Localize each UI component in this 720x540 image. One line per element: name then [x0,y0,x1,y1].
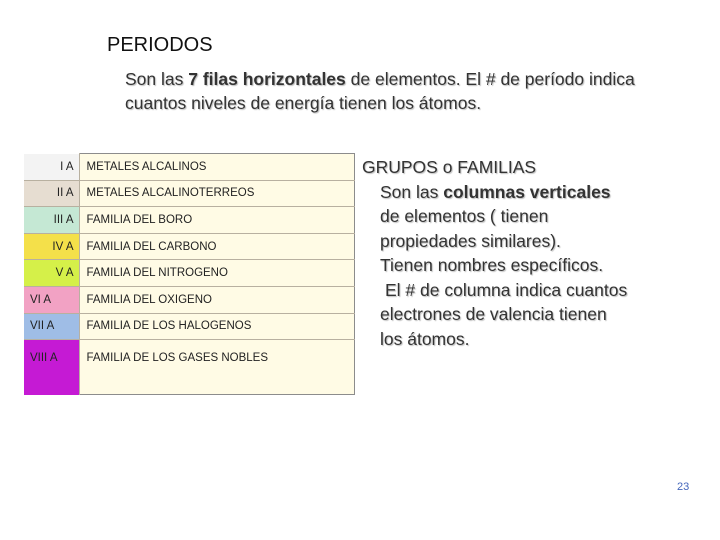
groups-line-1-bold: columnas verticales [443,181,611,202]
groups-line-6: electrones de valencia tienen [380,304,607,324]
group-name-cell: METALES ALCALINOTERREOS [79,180,354,207]
group-name-cell: FAMILIA DE LOS HALOGENOS [79,313,354,340]
group-number-cell: VII A [24,313,79,340]
table-row [24,260,354,287]
group-number-cell: I A [24,154,79,181]
groups-line-3: propiedades similares). [380,230,561,251]
groups-description [362,155,712,351]
groups-line-1 [362,180,712,205]
table-row [24,207,354,234]
group-name-cell: FAMILIA DE LOS GASES NOBLES [79,340,354,395]
table-row [24,233,354,260]
groups-line-5: El # de columna indica cuantos [385,279,628,300]
periods-description [125,67,705,115]
group-number-cell: V A [24,260,79,287]
table-row [24,340,354,395]
groups-line-2: de elementos ( tienen [380,206,549,226]
table-row [24,313,354,340]
groups-line-7: los átomos. [380,328,470,349]
intro-text-post: de elementos. El # de período indica [345,69,635,89]
group-number-cell: IV A [24,233,79,260]
group-number-cell: VI A [24,286,79,313]
slide-title: PERIODOS [107,34,213,56]
groups-table-body [24,154,354,395]
group-number-cell: III A [24,207,79,234]
page-number: 23 [677,481,690,493]
groups-table [24,153,355,395]
intro-text-pre: Son las [125,69,189,89]
group-name-cell: FAMILIA DEL NITROGENO [79,260,354,287]
group-name-cell: FAMILIA DEL BORO [79,207,354,234]
group-name-cell: METALES ALCALINOS [79,154,354,181]
group-name-cell: FAMILIA DEL CARBONO [79,233,354,260]
group-number-cell: VIII A [24,340,79,395]
groups-heading: GRUPOS o FAMILIAS [362,157,537,177]
group-number-cell: II A [24,180,79,207]
intro-text-line2: cuantos niveles de energía tienen los átomos. [125,93,482,113]
groups-line-1-pre: Son las [380,181,444,202]
table-row [24,154,354,181]
table-row [24,286,354,313]
table-row [24,180,354,207]
groups-line-4: Tienen nombres específicos. [380,255,604,275]
group-name-cell: FAMILIA DEL OXIGENO [79,286,354,313]
intro-text-bold: 7 filas horizontales [188,69,346,89]
